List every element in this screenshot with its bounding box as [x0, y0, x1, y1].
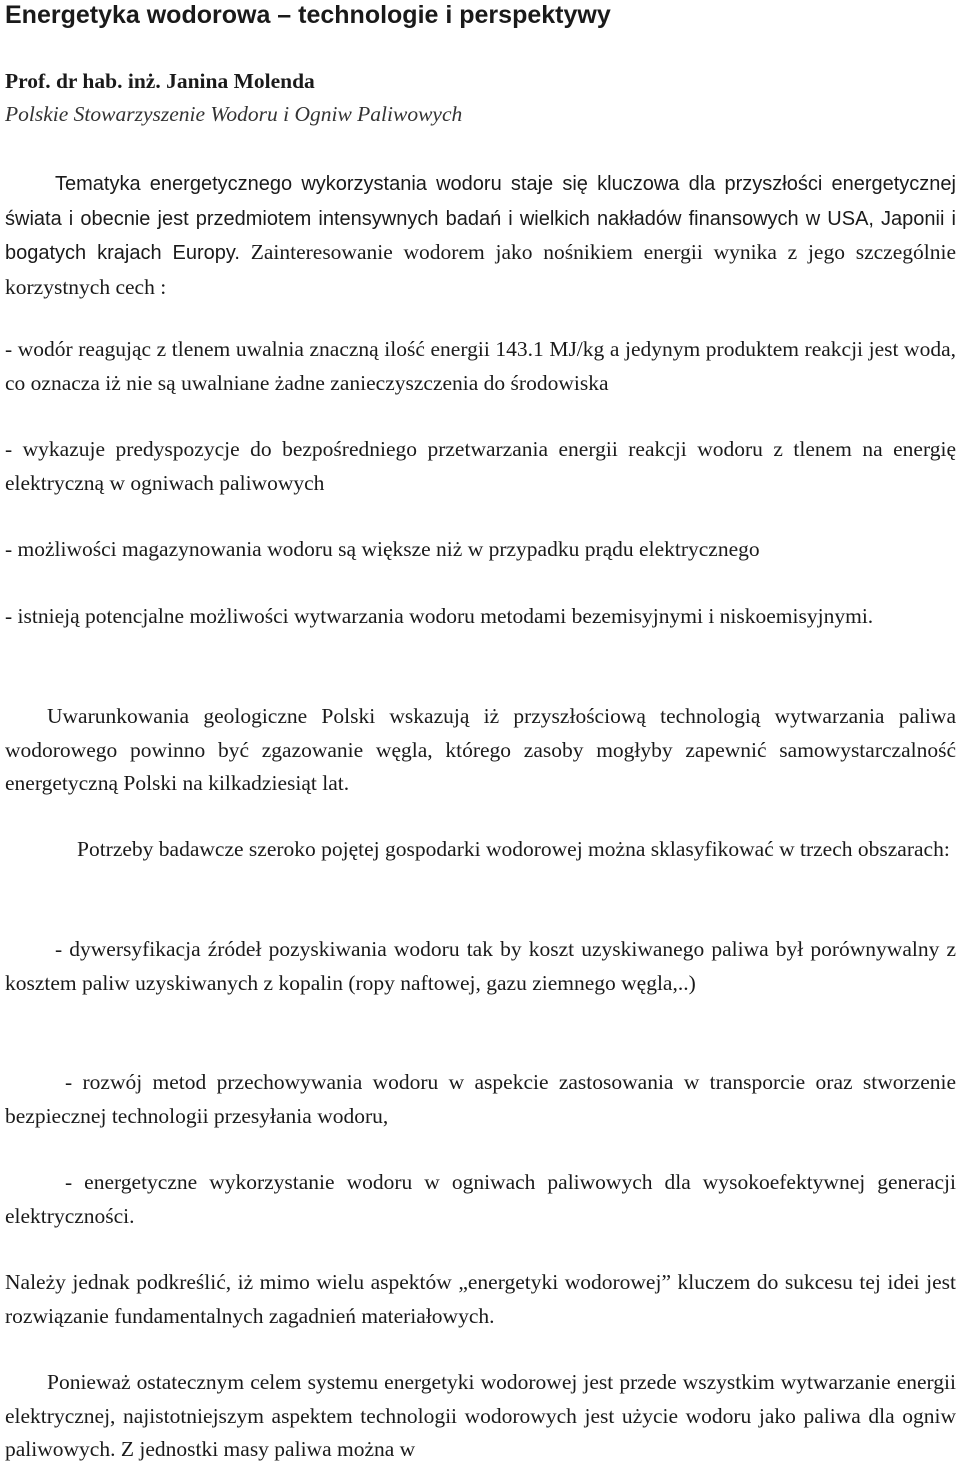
intro-text-serif: Zainteresowanie wodorem jako nośnikiem energii wynika z jego szczególnie korzystnych cech :: [5, 240, 956, 299]
property-item-energy: - wodór reagując z tlenem uwalnia znaczną ilość energii 143.1 MJ/kg a jedynym produktem reakcji jest woda, co oznacza iż nie są uwalniane żadne zanieczyszczenia do środowiska: [5, 337, 956, 395]
research-area-production: - dywersyfikacja źródeł pozyskiwania wodoru tak by koszt uzyskiwanego paliwa był porównywalny z kosztem paliw uzyskiwanych z kopalin (ropy naftowej, gazu ziemnego węgla,..): [5, 937, 956, 995]
final-paragraph: Ponieważ ostatecznym celem systemu energetyki wodorowej jest przede wszystkim wytwarzanie energii elektrycznej, najistotniejszym aspektem technologii wodorowych jest użycie wodoru jako paliwa dla ogniw paliwowych. Z jednostki masy paliwa można w: [5, 1370, 956, 1461]
author-affiliation: Polskie Stowarzyszenie Wodoru i Ogniw Paliwowych: [5, 102, 463, 126]
property-item-storage: - możliwości magazynowania wodoru są większe niż w przypadku prądu elektrycznego: [5, 537, 760, 561]
property-item-emission-free: - istnieją potencjalne możliwości wytwarzania wodoru metodami bezemisyjnymi i niskoemisyjnymi.: [5, 604, 874, 628]
intro-text-sans: Tematyka energetycznego wykorzystania wodoru staje się kluczowa dla przyszłości energetycznej świata i obecnie jest przedmiotem intensywnych badań i wielkich nakładów finansowych w USA, Japonii i bogatych krajach Europy.: [5, 173, 956, 264]
research-needs-paragraph: Potrzeby badawcze szeroko pojętej gospodarki wodorowej można sklasyfikować w trzech obszarach:: [77, 837, 950, 861]
author-name: Prof. dr hab. inż. Janina Molenda: [5, 69, 315, 93]
property-item-fuel-cells: - wykazuje predyspozycje do bezpośredniego przetwarzania energii reakcji wodoru z tlenem na energię elektryczną w ogniwach paliwowych: [5, 437, 956, 495]
materials-paragraph: Należy jednak podkreślić, iż mimo wielu aspektów „energetyki wodorowej” kluczem do sukcesu tej idei jest rozwiązanie fundamentalnych zagadnień materiałowych.: [5, 1270, 956, 1328]
research-area-storage: - rozwój metod przechowywania wodoru w aspekcie zastosowania w transporcie oraz stworzenie bezpiecznej technologii przesyłania wodoru,: [5, 1070, 956, 1128]
intro-paragraph: [5, 167, 956, 304]
geology-paragraph: Uwarunkowania geologiczne Polski wskazują iż przyszłościową technologią wytwarzania paliwa wodorowego powinno być zgazowanie węgla, którego zasoby mogłyby zapewnić samowystarczalność energetyczną Polski na kilkadziesiąt lat.: [5, 704, 956, 795]
document-title: Energetyka wodorowa – technologie i perspektywy: [5, 1, 611, 29]
research-area-fuel-cells: - energetyczne wykorzystanie wodoru w ogniwach paliwowych dla wysokoefektywnej generacji elektryczności.: [5, 1170, 956, 1228]
